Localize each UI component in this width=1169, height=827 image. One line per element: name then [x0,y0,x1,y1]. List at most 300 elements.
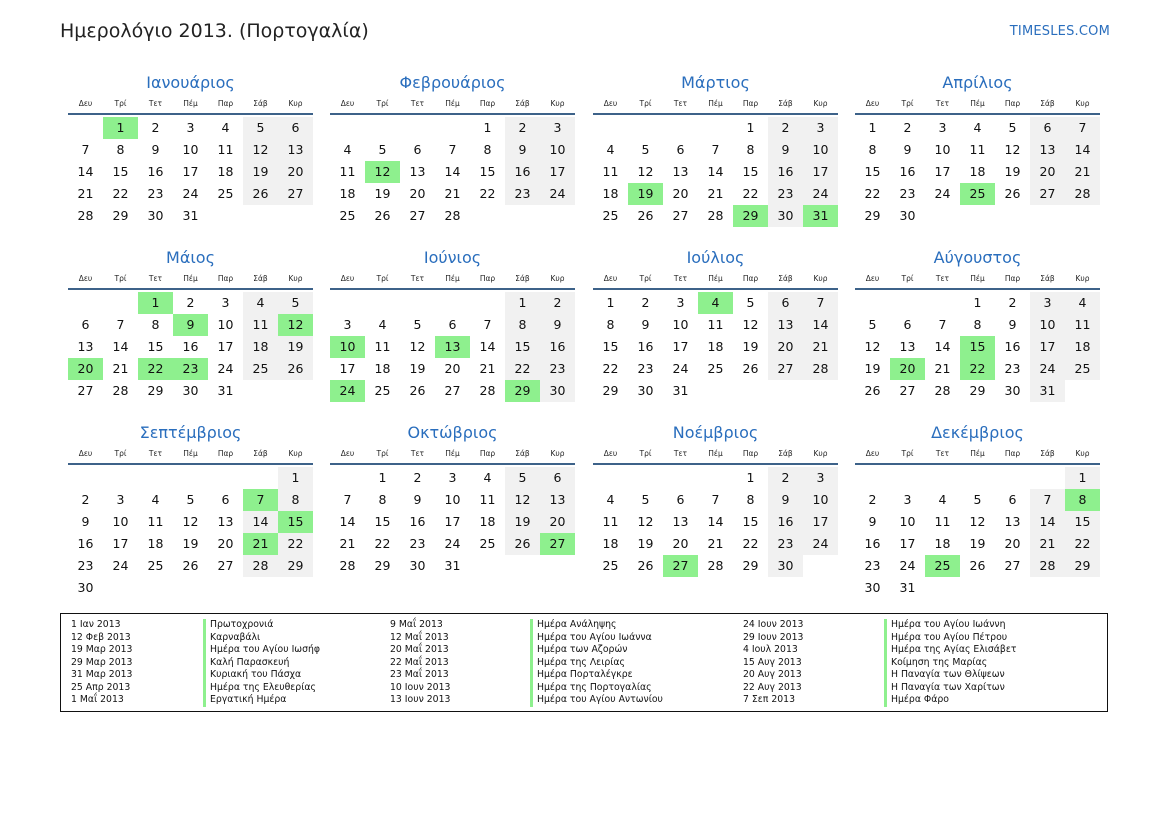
day-grid [330,467,575,577]
weekday-header [593,447,838,461]
calendar-day: 25 [147,558,164,573]
day-grid [593,292,838,402]
calendar-day: 22 [864,186,881,201]
empty-cell [698,467,733,489]
empty-cell [330,292,365,314]
holiday-name: Ημέρα των Αζορών [530,644,663,657]
weekday-label: Τετ [410,99,425,108]
calendar-day: 14 [339,514,356,529]
header-divider [330,113,575,115]
calendar-day: 11 [374,339,391,354]
calendar-day: 3 [221,295,230,310]
month-calendar [330,73,575,227]
weekday-label: Τετ [148,274,163,283]
calendar-day: 5 [641,492,650,507]
calendar-day: 7 [448,142,457,157]
calendar-day: 3 [343,317,352,332]
calendar-day: 30 [864,580,881,595]
weekday-header [593,97,838,111]
site-link[interactable]: TIMESLES.COM [1009,24,1110,39]
calendar-day: 17 [803,511,838,533]
header-divider [855,288,1100,290]
calendar-day: 23 [77,558,94,573]
calendar-day: 24 [672,361,689,376]
empty-cell [1030,467,1065,489]
weekday-label: Πέμ [183,449,198,458]
calendar-day: 30 [768,205,803,227]
weekday-label: Δευ [603,274,618,283]
calendar-day: 21 [934,361,951,376]
calendar-day: 13 [672,514,689,529]
holiday-date: 12 Φεβ 2013 [71,631,131,643]
day-grid [855,117,1100,227]
holiday-day: 27 [663,555,698,577]
day-grid [330,292,575,402]
month-calendar [330,248,575,402]
calendar-day: 16 [1004,339,1021,354]
calendar-day: 18 [243,336,278,358]
calendar-day: 22 [1065,533,1100,555]
header-divider [593,288,838,290]
calendar-day: 30 [77,580,94,595]
weekday-label: Παρ [742,274,759,283]
empty-cell [593,117,628,139]
month-name: Αύγουστος [933,248,1022,267]
holiday-date: 7 Σεπ 2013 [743,694,795,705]
calendar-day: 14 [77,164,94,179]
weekday-label: Τρί [376,274,389,283]
weekday-label: Παρ [479,99,496,108]
calendar-day: 24 [217,361,234,376]
calendar-day: 31 [444,558,461,573]
calendar-day: 30 [409,558,426,573]
month-name: Νοέμβριος [672,423,759,442]
calendar-day: 10 [1030,314,1065,336]
day-grid [68,117,313,227]
holiday-day: 29 [505,380,540,402]
calendar-day: 4 [221,120,230,135]
weekday-label: Κυρ [813,99,828,108]
calendar-day: 14 [243,511,278,533]
holiday-date: 15 Αυγ 2013 [743,656,802,668]
holiday-name: Ημέρα της Πορτογαλίας [530,682,663,695]
calendar-day: 24 [540,183,575,205]
calendar-day: 28 [243,555,278,577]
holiday-date: 24 Ιουν 2013 [743,619,804,630]
calendar-day: 20 [672,186,689,201]
weekday-label: Δευ [603,99,618,108]
holiday-day: 22 [960,358,995,380]
holiday-name: Ημέρα του Αγίου Ιωάννη [884,619,1016,632]
empty-cell [330,467,365,489]
calendar-day: 23 [637,361,654,376]
calendar-day: 9 [1008,317,1017,332]
holiday-day: 4 [698,292,733,314]
holiday-date: 29 Μαρ 2013 [71,656,133,668]
month-name: Μάιος [166,248,215,267]
calendar-day: 28 [1065,183,1100,205]
weekday-label: Τρί [376,449,389,458]
calendar-day: 19 [864,361,881,376]
header-divider [855,463,1100,465]
calendar-day: 27 [77,383,94,398]
weekday-label: Κυρ [288,449,303,458]
weekday-label: Τρί [114,449,127,458]
calendar-day: 3 [676,295,685,310]
weekday-label: Τρί [901,99,914,108]
calendar-day: 23 [768,533,803,555]
weekday-label: Σάβ [1040,274,1055,283]
calendar-day: 3 [540,117,575,139]
empty-cell [628,117,663,139]
calendar-day: 4 [606,142,615,157]
calendar-day: 2 [768,117,803,139]
calendar-day: 30 [540,380,575,402]
calendar-day: 18 [707,339,724,354]
calendar-day: 5 [243,117,278,139]
holiday-day: 10 [330,336,365,358]
calendar-day: 30 [182,383,199,398]
calendar-day: 1 [505,292,540,314]
day-grid [68,467,313,599]
calendar-day: 19 [505,511,540,533]
calendar-day: 5 [1008,120,1017,135]
calendar-day: 21 [707,186,724,201]
calendar-day: 9 [641,317,650,332]
calendar-day: 2 [81,492,90,507]
calendar-day: 25 [479,536,496,551]
calendar-day: 4 [606,492,615,507]
calendar-day: 10 [112,514,129,529]
empty-cell [855,292,890,314]
calendar-day: 21 [1065,161,1100,183]
calendar-day: 20 [672,536,689,551]
calendar-day: 3 [1030,292,1065,314]
weekday-label: Κυρ [1075,274,1090,283]
calendar-day: 5 [868,317,877,332]
calendar-day: 3 [116,492,125,507]
weekday-label: Παρ [1004,99,1021,108]
calendar-day: 16 [768,511,803,533]
weekday-label: Παρ [1004,449,1021,458]
day-grid [855,292,1100,402]
weekday-label: Κυρ [288,99,303,108]
calendar-day: 28 [77,208,94,223]
holiday-date: 19 Μαρ 2013 [71,644,133,655]
calendar-day: 1 [868,120,877,135]
holiday-date: 12 Μαΐ 2013 [390,631,449,643]
calendar-day: 27 [1004,558,1021,573]
calendar-day: 15 [147,339,164,354]
calendar-day: 29 [1065,555,1100,577]
calendar-day: 28 [339,558,356,573]
calendar-day: 14 [444,164,461,179]
empty-cell [663,117,698,139]
calendar-day: 7 [343,492,352,507]
calendar-day: 6 [448,317,457,332]
calendar-day: 6 [1030,117,1065,139]
calendar-day: 14 [934,339,951,354]
weekday-header [855,97,1100,111]
calendar-day: 20 [1030,161,1065,183]
calendar-day: 27 [409,208,426,223]
holiday-day: 19 [628,183,663,205]
calendar-day: 26 [374,208,391,223]
calendar-day: 10 [899,514,916,529]
month-calendar [68,248,313,402]
holiday-names-column [203,619,320,707]
calendar-day: 21 [803,336,838,358]
weekday-label: Σάβ [778,274,793,283]
month-name: Σεπτέμβριος [139,423,242,442]
calendar-day: 17 [540,161,575,183]
weekday-label: Τετ [410,449,425,458]
calendar-day: 19 [1004,164,1021,179]
calendar-day: 1 [746,470,755,485]
calendar-day: 27 [768,358,803,380]
calendar-day: 18 [602,186,619,201]
header-divider [593,113,838,115]
calendar-day: 9 [768,139,803,161]
calendar-day: 27 [1030,183,1065,205]
calendar-day: 21 [77,186,94,201]
calendar-day: 4 [378,317,387,332]
month-name: Ιούνιος [423,248,482,267]
calendar-day: 27 [444,383,461,398]
calendar-day: 26 [637,208,654,223]
weekday-label: Τρί [639,449,652,458]
calendar-day: 15 [864,164,881,179]
calendar-day: 6 [413,142,422,157]
calendar-day: 20 [1004,536,1021,551]
calendar-day: 13 [540,489,575,511]
calendar-day: 19 [742,339,759,354]
holiday-name: Η Παναγία των Χαρίτων [884,682,1016,695]
calendar-day: 25 [602,558,619,573]
holiday-date: 23 Μαΐ 2013 [390,669,449,680]
month-name: Ιανουάριος [146,73,235,92]
calendar-day: 27 [217,558,234,573]
calendar-day: 22 [278,533,313,555]
calendar-day: 6 [1008,492,1017,507]
calendar-day: 18 [374,361,391,376]
calendar-day: 17 [444,514,461,529]
calendar-day: 27 [899,383,916,398]
calendar-day: 23 [505,183,540,205]
weekday-label: Τετ [673,449,688,458]
calendar-day: 13 [409,164,426,179]
calendar-day: 12 [505,489,540,511]
calendar-day: 7 [116,317,125,332]
holiday-day: 15 [960,336,995,358]
calendar-day: 18 [1065,336,1100,358]
calendar-day: 21 [1030,533,1065,555]
calendar-day: 21 [112,361,129,376]
empty-cell [470,292,505,314]
calendar-day: 8 [868,142,877,157]
header-divider [330,463,575,465]
calendar-day: 14 [1065,139,1100,161]
calendar-day: 17 [803,161,838,183]
calendar-day: 8 [746,492,755,507]
calendar-day: 11 [602,164,619,179]
calendar-day: 11 [934,514,951,529]
holiday-name: Ημέρα του Αγίου Πέτρου [884,632,1016,645]
calendar-day: 8 [973,317,982,332]
calendar-day: 11 [339,164,356,179]
weekday-label: Σάβ [515,274,530,283]
weekday-label: Παρ [217,274,234,283]
calendar-day: 4 [243,292,278,314]
month-name: Οκτώβριος [407,423,498,442]
weekday-label: Δευ [340,274,355,283]
calendar-day: 21 [479,361,496,376]
calendar-day: 2 [413,470,422,485]
weekday-label: Δευ [78,99,93,108]
holiday-name: Ημέρα του Αγίου Αντωνίου [530,694,663,707]
calendar-day: 17 [339,361,356,376]
calendar-day: 2 [903,120,912,135]
calendar-day: 13 [1004,514,1021,529]
calendar-day: 27 [672,208,689,223]
holiday-date: 29 Ιουν 2013 [743,631,804,643]
calendar-day: 1 [378,470,387,485]
calendar-day: 31 [217,383,234,398]
empty-cell [365,292,400,314]
holiday-name: Ημέρα της Αγίας Ελισάβετ [884,644,1016,657]
calendar-day: 24 [444,536,461,551]
calendar-day: 8 [116,142,125,157]
calendar-day: 20 [768,336,803,358]
calendar-day: 29 [147,383,164,398]
calendar-day: 7 [1065,117,1100,139]
weekday-label: Τρί [639,99,652,108]
calendar-day: 1 [278,467,313,489]
calendar-day: 28 [444,208,461,223]
holiday-day: 25 [960,183,995,205]
calendar-day: 28 [934,383,951,398]
calendar-day: 6 [81,317,90,332]
holiday-day: 29 [733,205,768,227]
day-grid [68,292,313,402]
calendar-day: 8 [483,142,492,157]
empty-cell [593,467,628,489]
calendar-day: 3 [938,120,947,135]
weekday-header [593,272,838,286]
holiday-date: 10 Ιουν 2013 [390,681,451,693]
calendar-day: 26 [637,558,654,573]
calendar-day: 16 [147,164,164,179]
calendar-day: 29 [278,555,313,577]
month-name: Ιούλιος [686,248,745,267]
calendar-day: 25 [1065,358,1100,380]
calendar-day: 5 [641,142,650,157]
header-divider [330,288,575,290]
calendar-day: 29 [742,558,759,573]
weekday-label: Τετ [935,274,950,283]
calendar-day: 9 [151,142,160,157]
calendar-day: 29 [602,383,619,398]
month-calendar [855,73,1100,227]
calendar-day: 8 [505,314,540,336]
weekday-label: Κυρ [1075,449,1090,458]
empty-cell [68,467,103,489]
holiday-day: 12 [278,314,313,336]
header-divider [68,113,313,115]
weekday-label: Σάβ [253,449,268,458]
weekday-label: Τετ [673,99,688,108]
calendar-day: 1 [746,120,755,135]
calendar-day: 20 [409,186,426,201]
holiday-day: 24 [330,380,365,402]
header-divider [593,463,838,465]
calendar-day: 22 [112,186,129,201]
calendar-day: 15 [742,514,759,529]
calendar-day: 9 [413,492,422,507]
calendar-day: 31 [182,208,199,223]
calendar-day: 4 [483,470,492,485]
holiday-name: Πρωτοχρονιά [203,619,320,632]
calendar-day: 14 [479,339,496,354]
calendar-day: 24 [1030,358,1065,380]
calendar-day: 23 [768,183,803,205]
weekday-label: Δευ [78,449,93,458]
month-name: Μάρτιος [681,73,750,92]
holiday-day: 22 [138,358,173,380]
holiday-date: 20 Αυγ 2013 [743,669,802,680]
calendar-day: 19 [182,536,199,551]
calendar-day: 25 [339,208,356,223]
calendar-day: 10 [444,492,461,507]
calendar-day: 11 [1065,314,1100,336]
calendar-day: 9 [903,142,912,157]
empty-cell [855,467,890,489]
holiday-date: 20 Μαΐ 2013 [390,644,449,655]
calendar-day: 7 [81,142,90,157]
weekday-label: Πέμ [970,274,985,283]
calendar-day: 30 [147,208,164,223]
header-divider [68,463,313,465]
calendar-day: 7 [483,317,492,332]
empty-cell [330,117,365,139]
calendar-day: 5 [186,492,195,507]
calendar-day: 23 [864,558,881,573]
weekday-label: Σάβ [515,99,530,108]
calendar-day: 17 [899,536,916,551]
calendar-day: 23 [409,536,426,551]
calendar-day: 30 [637,383,654,398]
holiday-dates-column [743,619,803,707]
weekday-label: Τρί [901,449,914,458]
calendar-day: 7 [938,317,947,332]
weekday-label: Τετ [148,99,163,108]
calendar-day: 3 [903,492,912,507]
calendar-day: 30 [1004,383,1021,398]
calendar-day: 18 [479,514,496,529]
weekday-header [855,447,1100,461]
empty-cell [365,117,400,139]
calendar-day: 27 [278,183,313,205]
weekday-label: Σάβ [778,99,793,108]
calendar-day: 2 [505,117,540,139]
weekday-label: Παρ [217,449,234,458]
holiday-date: 4 Ιουλ 2013 [743,644,798,655]
weekday-label: Δευ [340,99,355,108]
calendar-day: 6 [540,467,575,489]
calendar-day: 21 [707,536,724,551]
calendar-day: 23 [1004,361,1021,376]
weekday-label: Πέμ [183,274,198,283]
